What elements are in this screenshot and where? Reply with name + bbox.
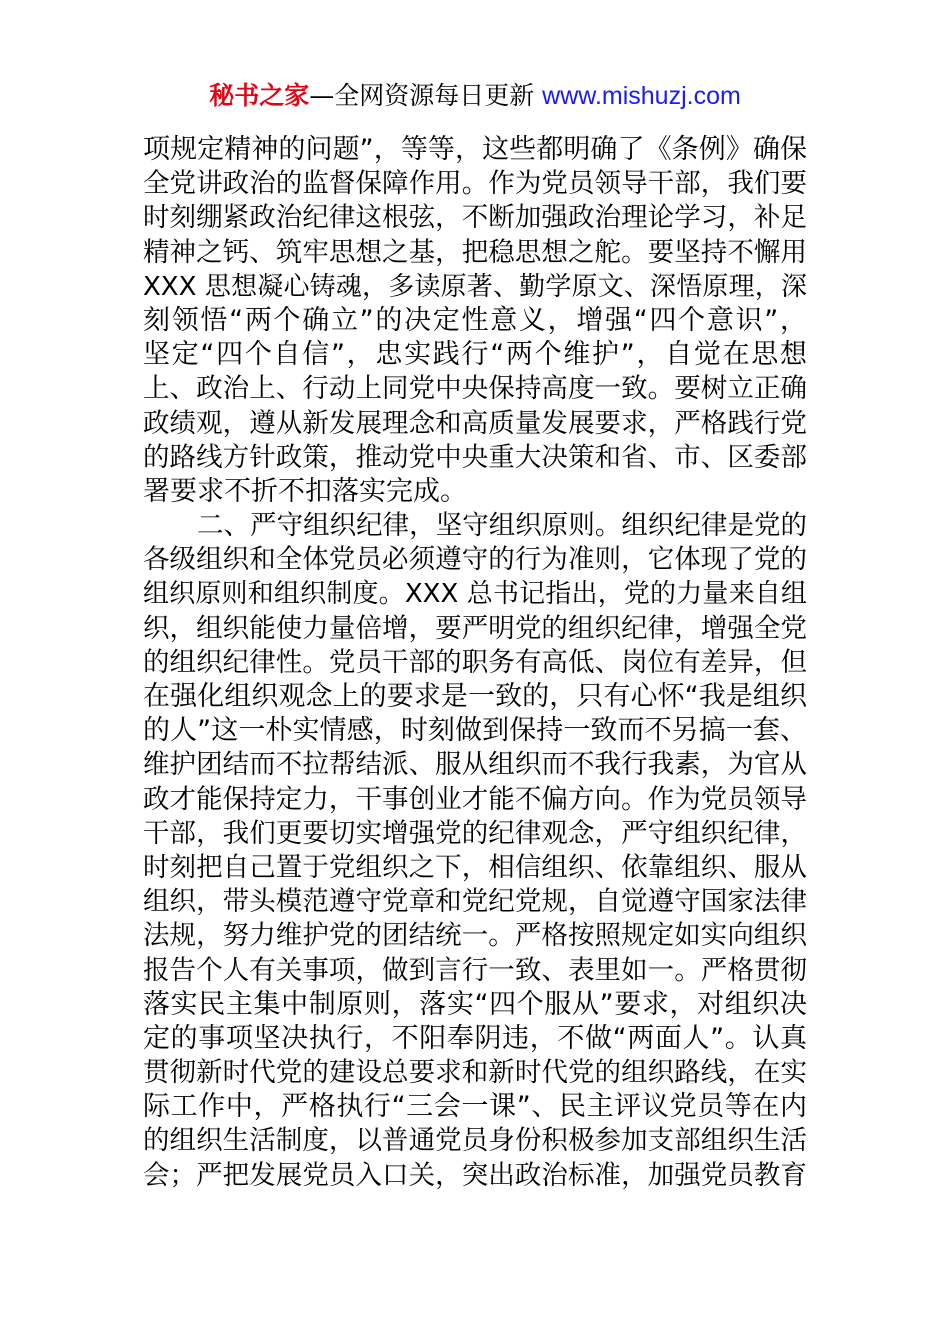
text-line: 贯彻新时代党的建设总要求和新时代党的组织路线，在实 <box>143 1057 807 1089</box>
text-line: 的人”这一朴实情感，时刻做到保持一致而不另搞一套、 <box>143 715 807 747</box>
site-url-link[interactable]: www.mishuzj.com <box>542 82 741 110</box>
text-line: 全党讲政治的监督保障作用。作为党员领导干部，我们要 <box>143 168 807 200</box>
section-heading-line: 二、严守组织纪律，坚守组织原则。组织纪律是党的 <box>197 510 807 542</box>
text-line: 精神之钙、筑牢思想之基，把稳思想之舵。要坚持不懈用 <box>143 236 807 268</box>
text-line: 的路线方针政策，推动党中央重大决策和省、市、区委部 <box>143 441 807 473</box>
text-line: 刻领悟“两个确立”的决定性意义，增强“四个意识”， <box>143 304 807 336</box>
document-body <box>143 133 807 1193</box>
text-line: 的组织生活制度，以普通党员身份积极参加支部组织生活 <box>143 1125 807 1157</box>
paragraph-end-line: 署要求不折不扣落实完成。 <box>143 475 467 507</box>
site-header <box>0 80 950 112</box>
text-line: 定的事项坚决执行，不阳奉阴违，不做“两面人”。认真 <box>143 1022 807 1054</box>
text-line: 在强化组织观念上的要求是一致的，只有心怀“我是组织 <box>143 681 807 712</box>
site-brand: 秘书之家 <box>209 81 310 110</box>
text-line: 会；严把发展党员入口关，突出政治标准，加强党员教育 <box>143 1159 807 1191</box>
text-line: 上、政治上、行动上同党中央保持高度一致。要树立正确 <box>143 373 807 405</box>
text-line: 各级组织和全体党员必须遵守的行为准则，它体现了党的 <box>143 544 807 576</box>
text-line: 时刻把自己置于党组织之下，相信组织、依靠组织、服从 <box>143 851 807 883</box>
text-line: 项规定精神的问题”，等等，这些都明确了《条例》确保 <box>143 134 807 165</box>
text-line: 坚定“四个自信”，忠实践行“两个维护”，自觉在思想 <box>143 339 807 371</box>
site-tagline: —全网资源每日更新 <box>309 81 543 110</box>
text-line: 的组织纪律性。党员干部的职务有高低、岗位有差异，但 <box>143 646 807 678</box>
text-line: 干部，我们更要切实增强党的纪律观念，严守组织纪律， <box>143 817 807 849</box>
text-line: 政绩观，遵从新发展理念和高质量发展要求，严格践行党 <box>143 407 807 439</box>
text-line: 落实民主集中制原则，落实“四个服从”要求，对组织决 <box>143 988 807 1020</box>
text-line: 际工作中，严格执行“三会一课”、民主评议党员等在内 <box>143 1091 807 1123</box>
text-line: 时刻绷紧政治纪律这根弦，不断加强政治理论学习，补足 <box>143 202 807 234</box>
text-line: 法规，努力维护党的团结统一。严格按照规定如实向组织 <box>143 920 807 952</box>
text-line: 组织，带头模范遵守党章和党纪党规，自觉遵守国家法律 <box>143 886 807 918</box>
text-line: 织，组织能使力量倍增，要严明党的组织纪律，增强全党 <box>143 612 807 644</box>
text-line: XXX 思想凝心铸魂，多读原著、勤学原文、深悟原理，深 <box>143 271 807 302</box>
text-line: 政才能保持定力，干事创业才能不偏方向。作为党员领导 <box>143 783 807 815</box>
text-line: 维护团结而不拉帮结派、服从组织而不我行我素，为官从 <box>143 749 807 781</box>
text-line: 组织原则和组织制度。XXX 总书记指出，党的力量来自组 <box>143 579 807 610</box>
text-line: 报告个人有关事项，做到言行一致、表里如一。严格贯彻 <box>143 954 807 986</box>
